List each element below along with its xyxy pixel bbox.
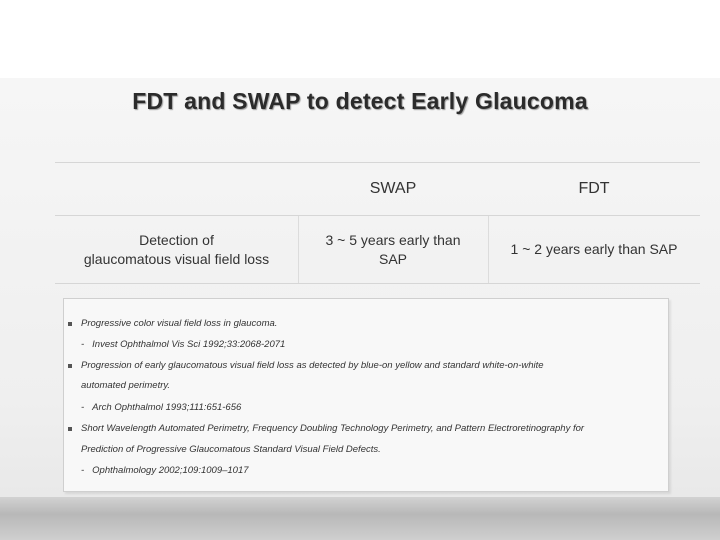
citation-text: Arch Ophthalmol 1993;111:651-656	[92, 402, 242, 413]
bullet-icon	[68, 427, 72, 431]
reference-title-continued	[81, 380, 170, 391]
dash-icon: -	[81, 339, 85, 350]
reference-citation	[81, 402, 241, 413]
slide-title: FDT and SWAP to detect Early Glaucoma	[132, 88, 588, 114]
reference-title-line: automated perimetry.	[81, 380, 171, 391]
reference-title-line: Short Wavelength Automated Perimetry, Frequency Doubling Technology Perimetry, and Pattern Electroretinography for	[81, 423, 585, 434]
comparison-table	[55, 162, 700, 284]
table-cell-swap	[298, 216, 488, 283]
table-bottom-rule	[55, 283, 700, 284]
row-label-line: glaucomatous visual field loss	[83, 250, 270, 267]
table-header-fdt: FDT	[578, 179, 610, 197]
table-cell-fdt: 1 ~ 2 years early than SAP	[510, 241, 678, 257]
swap-value-line: 3 ~ 5 years early than	[325, 231, 461, 248]
reference-title-continued	[81, 444, 381, 455]
reference-citation	[81, 465, 249, 476]
table-header-empty	[55, 162, 298, 215]
table-row-label	[55, 216, 298, 283]
bullet-icon	[68, 322, 72, 326]
slide-footer-bar	[0, 497, 720, 540]
citation-text: Ophthalmology 2002;109:1009–1017	[92, 465, 249, 476]
reference-title-line: Prediction of Progressive Glaucomatous Standard Visual Field Defects.	[81, 444, 381, 455]
dash-icon: -	[81, 465, 85, 476]
reference-title	[81, 360, 544, 371]
reference-title-line: Progression of early glaucomatous visual field loss as detected by blue-on yellow and standard white-on-white	[81, 360, 544, 371]
reference-title	[81, 318, 277, 329]
row-label-line: Detection of	[139, 231, 214, 248]
reference-title	[81, 423, 584, 434]
bullet-icon	[68, 364, 72, 368]
table-header-swap: SWAP	[369, 179, 417, 197]
references-box	[63, 298, 669, 492]
dash-icon: -	[81, 402, 85, 413]
swap-value-line: SAP	[378, 250, 407, 267]
citation-text: Invest Ophthalmol Vis Sci 1992;33:2068-2071	[92, 339, 286, 350]
reference-citation	[81, 339, 285, 350]
reference-title-line: Progressive color visual field loss in glaucoma.	[81, 318, 278, 329]
